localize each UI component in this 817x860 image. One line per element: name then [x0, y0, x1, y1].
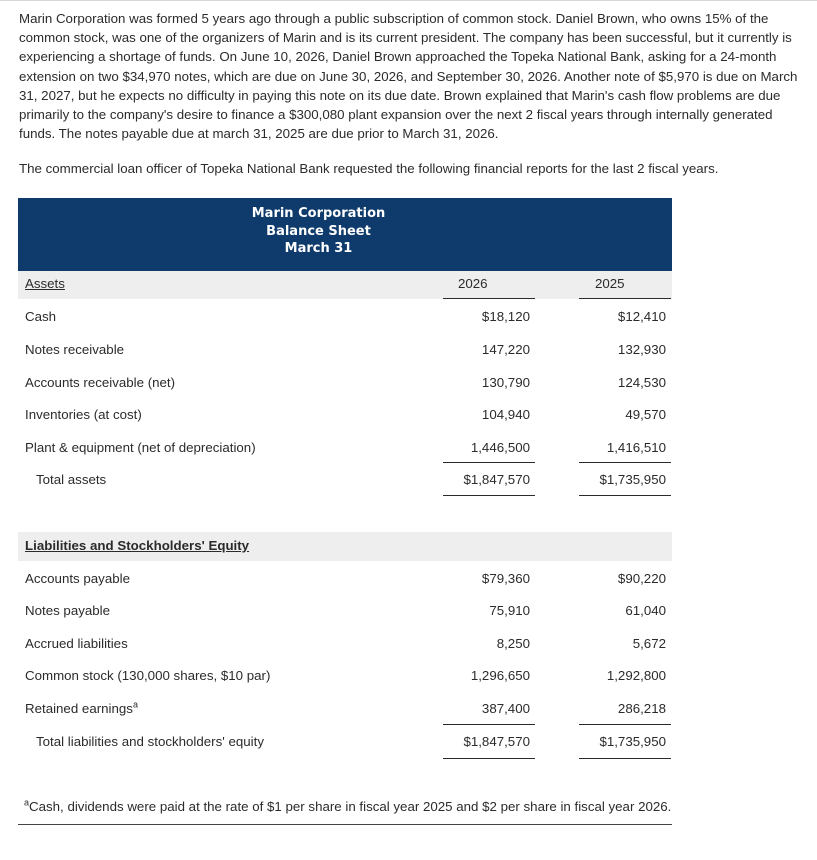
request-paragraph: The commercial loan officer of Topeka National Bank requested the following financial reports for the last 2 fiscal years. [19, 161, 719, 176]
asset-subtotal-rule-2025 [579, 462, 671, 463]
footnote-text: Cash, dividends were paid at the rate of $1 per share in fiscal year 2025 and $2 per share in fiscal year 2026. [29, 799, 672, 814]
liability-value-2026: $79,360 [481, 571, 530, 586]
asset-value-2026: $18,120 [481, 309, 530, 324]
total-assets-2026: $1,847,570 [463, 472, 530, 487]
liability-value-2025: 1,292,800 [606, 668, 666, 684]
asset-label-text: Accounts receivable (net) [25, 374, 176, 390]
liability-label [25, 636, 128, 651]
liab-total-rule-2026 [443, 758, 535, 759]
asset-label-text: Plant & equipment (net of depreciation) [25, 440, 256, 456]
top-divider [0, 0, 817, 1]
asset-value-2026: 130,790 [481, 374, 530, 390]
total-liabilities-label: Total liabilities and stockholders' equity [36, 734, 264, 749]
liability-label-text: Notes payable [25, 603, 111, 619]
liability-value-2026: 387,400 [481, 700, 530, 716]
asset-value-2026: 147,220 [481, 341, 530, 357]
footnote [24, 799, 671, 814]
header-title [18, 205, 672, 258]
liability-row [18, 698, 672, 720]
liability-label-text: Retained earnings [25, 700, 133, 716]
liability-row [18, 600, 672, 622]
footnote-mark: a [24, 797, 30, 808]
asset-value-2025: $12,410 [617, 309, 666, 324]
liabilities-heading: Liabilities and Stockholders' Equity [25, 538, 250, 553]
asset-label [25, 309, 56, 324]
asset-row [18, 306, 672, 328]
asset-value-2025: 1,416,510 [606, 440, 666, 456]
liability-value-2026: 1,296,650 [470, 668, 530, 684]
asset-value-2025: 124,530 [617, 374, 666, 390]
liability-value-2026: 75,910 [489, 603, 530, 619]
liability-value-2025: $90,220 [617, 571, 666, 586]
asset-row [18, 339, 672, 361]
asset-label [25, 342, 124, 357]
liability-label [25, 603, 110, 618]
asset-label [25, 375, 175, 390]
asset-label-text: Notes receivable [25, 341, 125, 357]
balance-sheet-header [18, 198, 672, 271]
asset-value-2026: 104,940 [481, 407, 530, 423]
footnote-reference: a [132, 699, 138, 710]
asset-row [18, 372, 672, 394]
assets-heading-band [18, 271, 672, 299]
asset-value-2025: 49,570 [625, 407, 666, 423]
liability-row [18, 665, 672, 687]
asset-label [25, 440, 256, 455]
asset-total-rule-2026 [443, 495, 535, 496]
liability-value-2025: 61,040 [625, 603, 666, 619]
liab-subtotal-rule-2025 [579, 724, 671, 725]
company-name: Marin Corporation [251, 206, 386, 221]
statement-name: Balance Sheet [266, 223, 371, 239]
column-rule-2026 [443, 298, 535, 299]
liability-label [25, 701, 138, 716]
total-liabilities-row [18, 731, 672, 753]
asset-label-text: Cash [25, 309, 57, 324]
asset-label [25, 407, 142, 422]
column-header-2026: 2026 [458, 276, 488, 291]
total-liabilities-2025: $1,735,950 [599, 734, 666, 749]
liability-label-text: Accrued liabilities [25, 635, 128, 651]
asset-total-rule-2025 [579, 495, 671, 496]
asset-row [18, 437, 672, 459]
liability-row [18, 633, 672, 655]
intro-paragraph: Marin Corporation was formed 5 years ago through a public subscription of common stock. Daniel Brown, who owns 15% of the common stock, was one of the organizers of Marin and is its current president. The company has been successful, but it currently is experiencing a shortage of funds. On June 10, 2026, Daniel Brown approached the Topeka National Bank, asking for a 24-month extension on two $34,970 notes, which are due on June 30, 2026, and September 30, 2026. Another note of $5,970 is due on March 31, 2027, but he expects no difficulty in paying this note on its due date. Brown explained that Marin's cash flow problems are due primarily to the company's desire to finance a $300,080 plant expansion over the next 2 fiscal years through internally generated funds. The notes payable due at march 31, 2025 are due prior to March 31, 2026. [19, 11, 798, 142]
column-rule-2025 [579, 298, 671, 299]
liability-value-2026: 8,250 [496, 635, 530, 651]
total-assets-2025: $1,735,950 [599, 472, 666, 487]
assets-heading: Assets [25, 276, 65, 291]
liability-label-text: Accounts payable [25, 571, 130, 586]
liability-value-2025: 5,672 [632, 635, 666, 651]
asset-subtotal-rule-2026 [443, 462, 535, 463]
footnote-rule [18, 824, 672, 825]
liab-subtotal-rule-2026 [443, 724, 535, 725]
liab-total-rule-2025 [579, 758, 671, 759]
liability-label [25, 571, 130, 586]
asset-value-2026: 1,446,500 [470, 440, 530, 456]
liability-value-2025: 286,218 [617, 700, 666, 716]
column-header-2025: 2025 [595, 276, 625, 291]
liability-label [25, 668, 270, 683]
total-assets-label: Total assets [36, 472, 107, 487]
asset-value-2025: 132,930 [617, 341, 666, 357]
total-assets-row [18, 469, 672, 491]
liability-label-text: Common stock (130,000 shares, $10 par) [25, 668, 271, 684]
asset-label-text: Inventories (at cost) [25, 407, 142, 423]
statement-date: March 31 [284, 241, 353, 256]
total-liabilities-2026: $1,847,570 [463, 734, 530, 749]
asset-row [18, 404, 672, 426]
liability-row [18, 568, 672, 590]
